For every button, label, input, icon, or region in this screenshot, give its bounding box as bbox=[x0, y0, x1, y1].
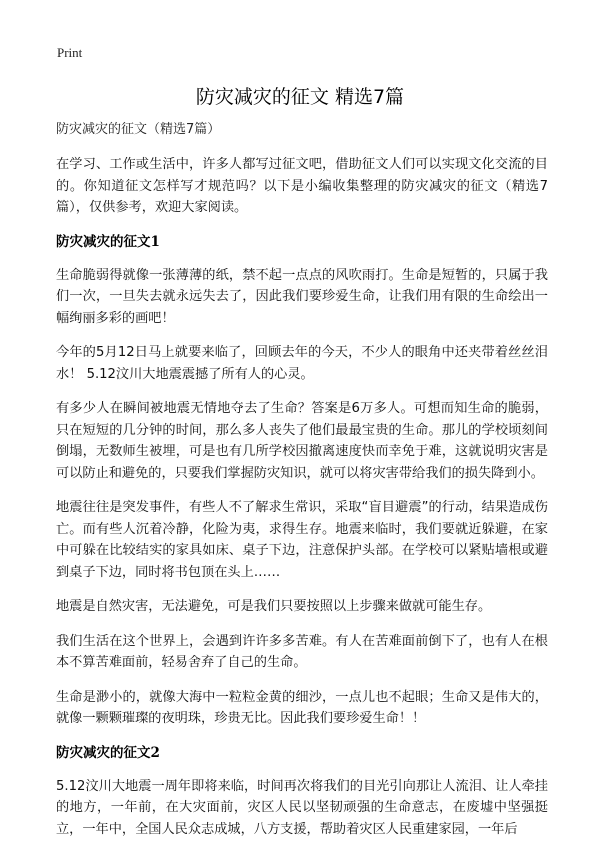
paragraph: 生命脆弱得就像一张薄薄的纸，禁不起一点点的风吹雨打。生命是短暂的，只属于我们一次，一旦失去就永远失去了，因此我们要珍爱生命，让我们用有限的生命绘出一幅绚丽多彩的画吧！ bbox=[56, 267, 548, 326]
paragraph: 5.12汶川大地震一周年即将来临，时间再次将我们的目光引向那让人流泪、让人牵挂的地方，一年前，在大灾面前，灾区人民以坚韧顽强的生命意志，在废墟中坚强挺立，一年中，全国人民众志成城，八方支援，帮助着灾区人民重建家园，一年后 bbox=[56, 778, 548, 837]
print-label[interactable]: Print bbox=[57, 45, 83, 60]
paragraph: 今年的5月12日马上就要来临了，回顾去年的今天，不少人的眼角中还夹带着丝丝泪水！ 5.12汶川大地震震撼了所有人的心灵。 bbox=[56, 345, 548, 382]
section-heading-1: 防灾减灾的征文1 bbox=[56, 233, 160, 250]
paragraph: 地震是自然灾害，无法避免，可是我们只要按照以上步骤来做就可能生存。 bbox=[56, 599, 492, 614]
section-heading-2: 防灾减灾的征文2 bbox=[56, 744, 160, 761]
document-body bbox=[56, 120, 548, 853]
paragraph: 我们生活在这个世界上，会遇到许许多多苦难。有人在苦难面前倒下了，也有人在根本不算苦难面前，轻易舍弃了自己的生命。 bbox=[56, 633, 548, 670]
intro-paragraph: 在学习、工作或生活中，许多人都写过征文吧，借助征文人们可以实现文化交流的目的。你知道征文怎样写才规范吗？以下是小编收集整理的防灾减灾的征文（精选7篇），仅供参考，欢迎大家阅读。 bbox=[56, 157, 548, 215]
paragraph: 地震往往是突发事件，有些人不了解求生常识，采取“盲目避震”的行动，结果造成伤亡。而有些人沉着冷静，化险为夷，求得生存。地震来临时，我们要就近躲避，在家中可躲在比较结实的家具如床、桌子下边，注意保护头部。在学校可以紧贴墙根或避到桌子下边，同时将书包顶在头上…… bbox=[56, 500, 548, 580]
page-title: 防灾减灾的征文 精选7篇 bbox=[195, 86, 405, 108]
paragraph: 有多少人在瞬间被地震无情地夺去了生命？答案是6万多人。可想而知生命的脆弱，只在短短的几分钟的时间，那么多人丧失了他们最最宝贵的生命。那儿的学校顷刻间倒塌，无数师生被埋，可是也有几所学校因撤离速度快而幸免于难，这就说明灾害是可以防止和避免的，只要我们掌握防灾知识，就可以将灾害带给我们的损失降到小。 bbox=[56, 401, 548, 481]
document-subtitle: 防灾减灾的征文（精选7篇） bbox=[56, 122, 221, 137]
paragraph: 生命是渺小的，就像大海中一粒粒金黄的细沙，一点儿也不起眼；生命又是伟大的，就像一颗颗璀璨的夜明珠，珍贵无比。因此我们要珍爱生命！！ bbox=[56, 689, 548, 726]
